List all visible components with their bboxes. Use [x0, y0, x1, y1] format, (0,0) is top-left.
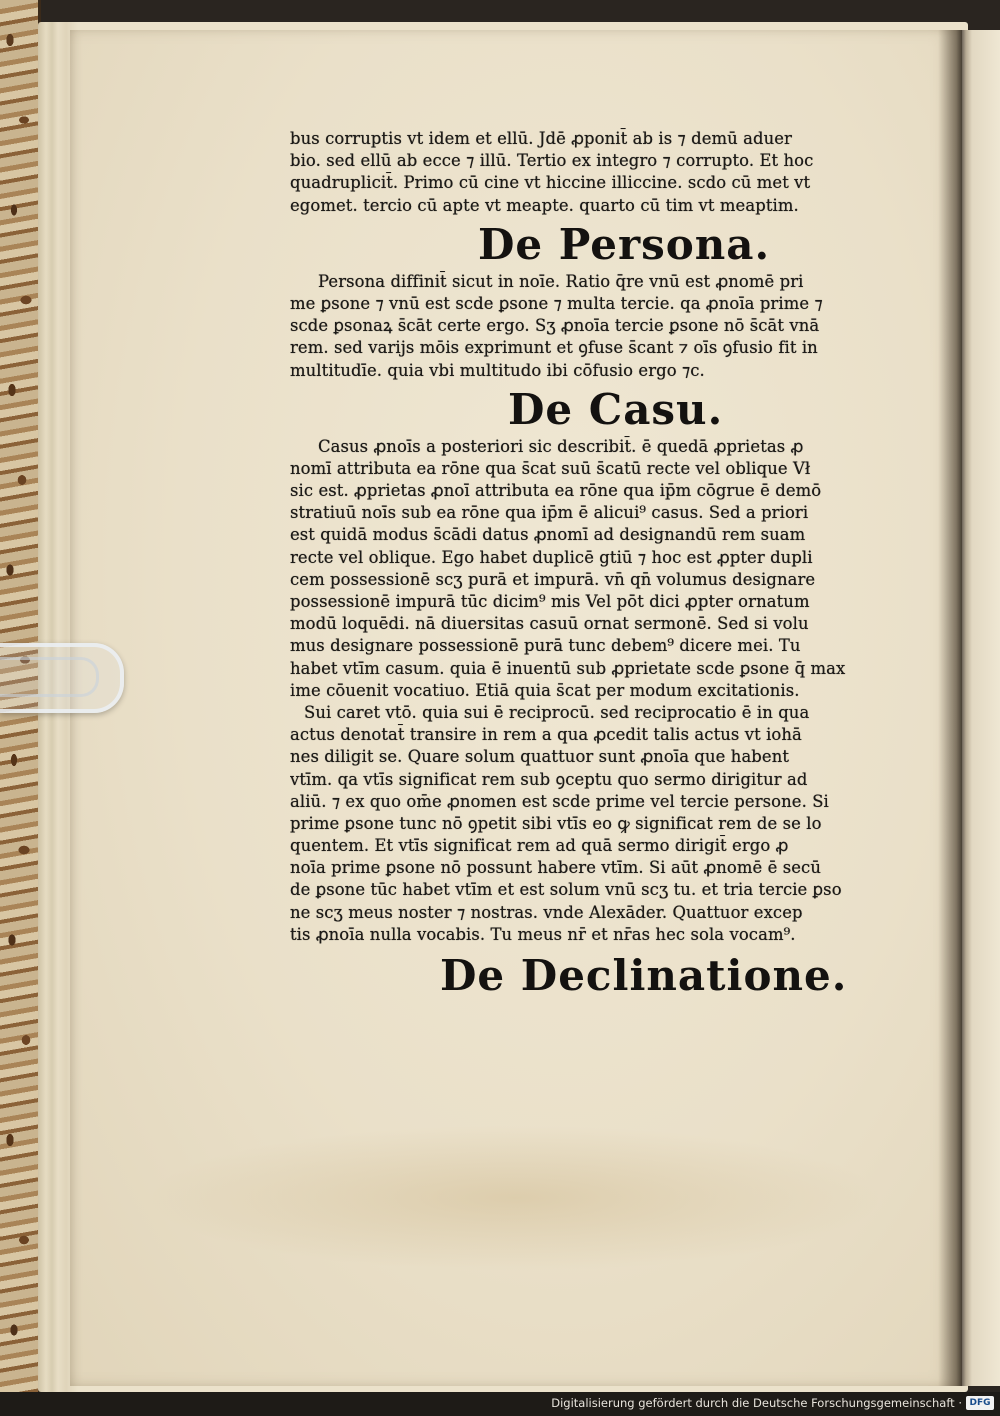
- text-line: Casus ꝓnoīs a posteriori sic describit̄. ē quedā ꝓprietas ꝓ: [318, 436, 804, 456]
- text-line: mus designare possessionē purā tunc debem⁹ dicere mei. Tu: [290, 636, 801, 656]
- facing-page-edge: [962, 30, 1000, 1386]
- funding-credit: Digitalisierung gefördert durch die Deutsche Forschungsgemeinschaft ·: [551, 1396, 962, 1410]
- text-line: est quidā modus s̄cādi datus ꝓnomī ad designandū rem suam: [290, 525, 806, 545]
- text-line: stratiuū noīs sub ea rōne qua ip̄m ē alicui⁹ casus. Sed a priori: [290, 503, 809, 523]
- water-stain: [80, 1120, 950, 1380]
- text-line: ime cōuenit vocatiuo. Etiā quia s̄cat per modum excitationis.: [290, 680, 800, 700]
- binding-shadow: [938, 30, 964, 1386]
- text-line: Persona diffinit̄ sicut in noīe. Ratio q̄re vnū est ꝓnomē pri: [318, 271, 804, 291]
- text-line: cem possessionē scʒ purā et impurā. vn̄ qn̄ volumus designare: [290, 569, 816, 589]
- section-heading-persona: De Persona.: [478, 219, 771, 269]
- text-line: quentem. Et vtīs significat rem ad quā sermo dirigit̄ ergo ꝓ: [290, 836, 789, 856]
- text-line: nes diligit se. Quare solum quattuor sunt ꝓnoīa que habent: [290, 747, 790, 767]
- dfg-logo: DFG: [966, 1396, 994, 1410]
- text-line: bus corruptis vt idem et ellū. Jdē ꝓponit̄ ab is ⁊ demū aduer: [290, 129, 792, 148]
- text-line: egomet. tercio cū apte vt meapte. quarto cū tim vt meaptim.: [290, 195, 799, 215]
- text-line: noīa prime ꝑsone nō possunt habere vtīm. Si aūt ꝓnomē ē secū: [290, 858, 821, 878]
- text-line: multitudīe. quia vbi multitudo ibi cōfusio ergo ⁊c.: [290, 360, 705, 380]
- text-line: modū loquēdi. nā diuersitas casuū ornat sermonē. Sed si volu: [290, 614, 809, 634]
- section-heading-casu: De Casu.: [508, 384, 724, 434]
- text-line: rem. sed varijs mōis exprimunt et ꝯfuse s̄cant ⁊ oīs ꝯfusio fit in: [290, 338, 818, 358]
- text-line: Sui caret vtō. quia sui ē reciprocū. sed reciprocatio ē in qua: [304, 702, 810, 722]
- text-line: nomī attributa ea rōne qua s̄cat suū s̄catū recte vel oblique Vł: [290, 458, 811, 478]
- page-text-block: [290, 128, 916, 1002]
- text-line: tis ꝓnoīa nulla vocabis. Tu meus nr̄ et nr̄as hec sola vocam⁹.: [290, 924, 796, 944]
- footer-bar: [0, 1392, 1000, 1416]
- text-line: habet vtīm casum. quia ē inuentū sub ꝓprietate scde ꝑsone q̄ max: [290, 658, 846, 678]
- text-line: sic est. ꝓprietas ꝓnoī attributa ea rōne qua ip̄m cōgrue ē demō: [290, 481, 822, 501]
- text-line: possessionē impurā tūc dicim⁹ mis Vel pōt dici ꝓpter ornatum: [290, 592, 810, 611]
- text-line: de ꝑsone tūc habet vtīm et est solum vnū scʒ tu. et tria tercie ꝑso: [290, 880, 842, 900]
- text-line: prime ꝑsone tunc nō ꝯpetit sibi vtīs eo ꝙ significat rem de se lo: [290, 813, 822, 833]
- plastic-page-clip-inner: [0, 657, 99, 697]
- text-line: quadruplicit̄. Primo cū cine vt hiccine illiccine. scdo cū met vt: [290, 173, 811, 193]
- text-line: me ꝑsone ⁊ vnū est scde ꝑsone ⁊ multa tercie. qa ꝓnoīa prime ⁊: [290, 293, 823, 313]
- text-line: scde ꝑsonaꝝ s̄cāt certe ergo. Sʒ ꝓnoīa tercie ꝑsone nō s̄cāt vnā: [290, 316, 820, 336]
- text-line: vtīm. qa vtīs significat rem sub ꝯceptu quo sermo dirigitur ad: [290, 769, 808, 789]
- section-heading-declinatione: De Declinatione.: [440, 951, 848, 1000]
- text-line: recte vel oblique. Ego habet duplicē gtiū ⁊ hoc est ꝓpter dupli: [290, 547, 813, 567]
- text-line: aliū. ⁊ ex quo om̄e ꝓnomen est scde prime vel tercie persone. Si: [290, 791, 829, 811]
- text-line: ne scʒ meus noster ⁊ nostras. vnde Alexāder. Quattuor excep: [290, 902, 803, 922]
- text-line: actus denotat̄ transire in rem a qua ꝓcedit talis actus vt iohā: [290, 725, 802, 745]
- text-line: bio. sed ellū ab ecce ⁊ illū. Tertio ex integro ⁊ corrupto. Et hoc: [290, 151, 814, 171]
